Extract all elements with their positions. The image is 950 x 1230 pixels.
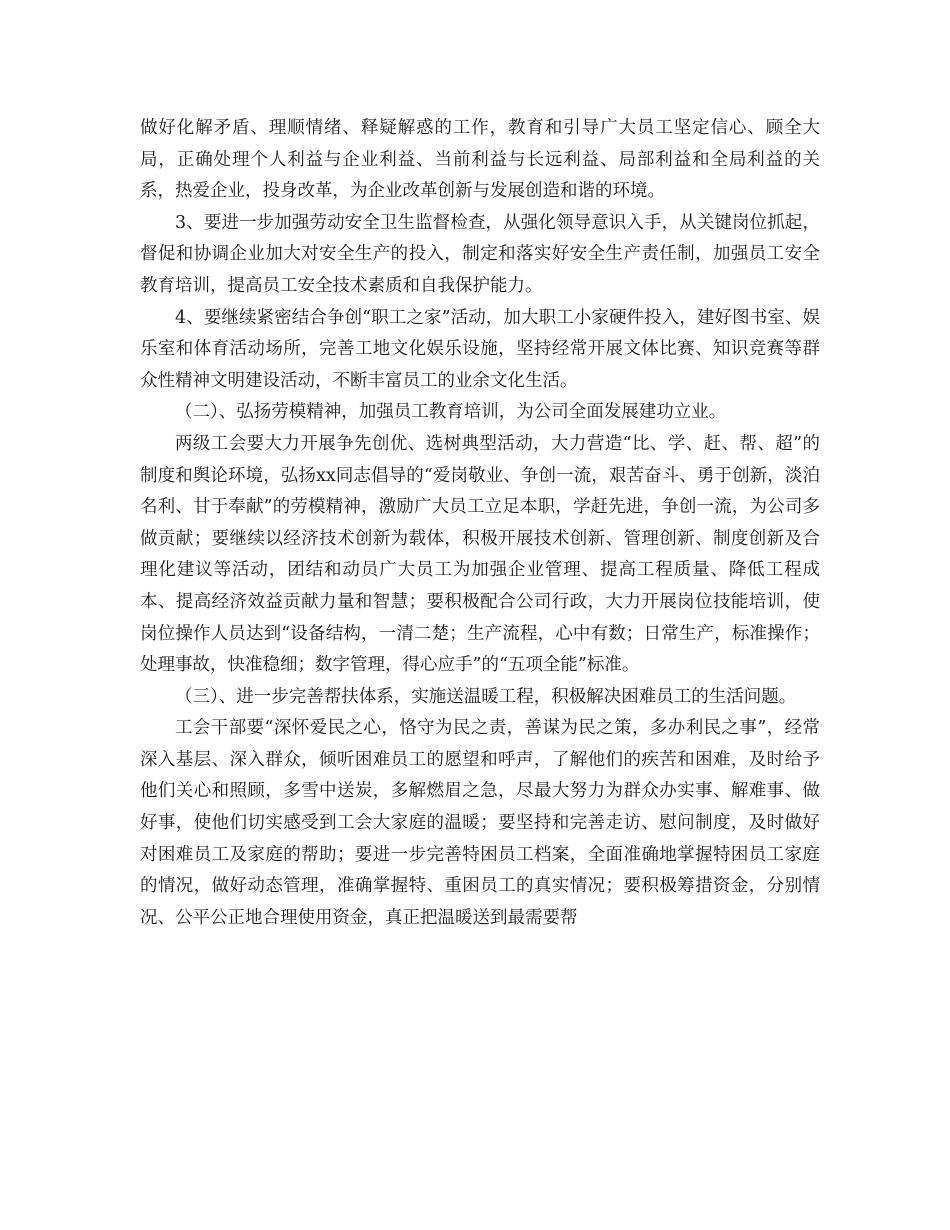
paragraph-intro-continuation: 做好化解矛盾、理顺情绪、释疑解惑的工作，教育和引导广大员工坚定信心、顾全大局，正确处理个人利益与企业利益、当前利益与长远利益、局部利益和全局利益的关系，热爱企业，投身改革，为企业改革创新与发展创造和谐的环境。 xyxy=(140,118,820,202)
paragraph-assistance-system: 工会干部要“深怀爱民之心，恪守为民之责，善谋为民之策，多办利民之事”，经常深入基层、深入群众，倾听困难员工的愿望和呼声，了解他们的疾苦和困难，及时给予他们关心和照顾，多雪中送炭，多解燃眉之急，尽最大努力为群众办实事、解难事、做好事，使他们切实感受到工会大家庭的温暖；要坚持和完善走访、慰问制度，及时做好对困难员工及家庭的帮助；要进一步完善特困员工档案，全面准确地掌握特困员工家庭的情况，做好动态管理，准确掌握特、重困员工的真实情况；要积极筹措资金，分别情况、公平公正地合理使用资金，真正把温暖送到最需要帮 xyxy=(140,718,820,928)
paragraph-item-3-safety: 3、要进一步加强劳动安全卫生监督检查，从强化领导意识入手，从关键岗位抓起，督促和协调企业加大对安全生产的投入，制定和落实好安全生产责任制，加强员工安全教育培训，提高员工安全技术素质和自我保护能力。 xyxy=(140,212,820,296)
paragraph-model-worker-spirit: 两级工会要大力开展争先创优、选树典型活动，大力营造“比、学、赶、帮、超”的制度和舆论环境，弘扬xx同志倡导的“爱岗敬业、争创一流，艰苦奋斗、勇于创新，淡泊名利、甘于奉献”的劳模精神，激励广大员工立足本职，学赶先进，争创一流，为公司多做贡献；要继续以经济技术创新为载体，积极开展技术创新、管理创新、制度创新及合理化建议等活动，团结和动员广大员工为加强企业管理、提高工程质量、降低工程成本、提高经济效益贡献力量和智慧；要积极配合公司行政，大力开展岗位技能培训，使岗位操作人员达到“设备结构，一清二楚；生产流程，心中有数；日常生产，标准操作；处理事故，快准稳细；数字管理，得心应手”的“五项全能”标准。 xyxy=(140,433,820,676)
paragraph-item-4-staff-home: 4、要继续紧密结合争创“职工之家”活动，加大职工小家硬件投入，建好图书室、娱乐室和体育活动场所，完善工地文化娱乐设施，坚持经常开展文体比赛、知识竞赛等群众性精神文明建设活动，不断丰富员工的业余文化生活。 xyxy=(140,307,820,391)
document-body xyxy=(140,113,820,934)
section-heading-3: （三）、进一步完善帮扶体系，实施送温暖工程，积极解决困难员工的生活问题。 xyxy=(175,686,797,707)
section-heading-2: （二）、弘扬劳模精神，加强员工教育培训，为公司全面发展建功立业。 xyxy=(175,402,727,423)
